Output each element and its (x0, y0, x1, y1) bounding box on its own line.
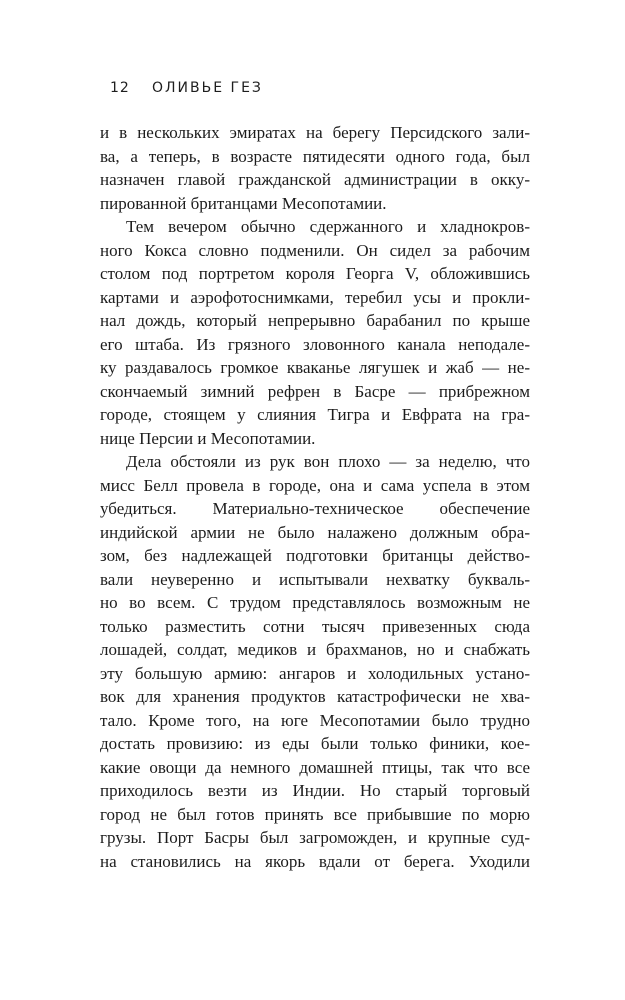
text-line: но во всем. С трудом представлялось возможным не (100, 593, 530, 612)
text-line: убедиться. Материально-техническое обеспечение (100, 499, 530, 518)
text-line: приходилось везти из Индии. Но старый торговый (100, 781, 530, 800)
page-number: 12 (110, 80, 130, 96)
body-text (100, 121, 530, 873)
text-line: ного Кокса словно подменили. Он сидел за рабочим (100, 240, 530, 260)
text-line: эту большую армию: ангаров и холодильных устано- (100, 663, 530, 683)
text-line: зом, без надлежащей подготовки британцы действо- (100, 546, 530, 565)
paragraph (100, 215, 530, 450)
text-line: нице Персии и Месопотамии. (100, 428, 316, 448)
text-line: вали неуверенно и испытывали нехватку букваль- (100, 569, 530, 589)
text-line: картами и аэрофотоснимками, теребил усы и прокли- (100, 287, 530, 307)
paragraph (100, 121, 530, 215)
running-head: ОЛИВЬЕ ГЕЗ (152, 80, 263, 96)
text-line: ку раздавалось громкое кваканье лягушек и жаб — не- (100, 358, 530, 377)
text-line: его штаба. Из грязного зловонного канала неподале- (100, 334, 530, 354)
text-line: вок для хранения продуктов катастрофически не хва- (100, 687, 530, 706)
text-line: пированной британцами Месопотамии. (100, 193, 387, 213)
text-line: и в нескольких эмиратах на берегу Персидского зали- (100, 123, 530, 142)
text-line: скончаемый зимний рефрен в Басре — прибрежном (100, 381, 530, 401)
text-line: тало. Кроме того, на юге Месопотамии было трудно (100, 710, 530, 730)
text-line: индийской армии не было налажено должным обра- (100, 522, 530, 542)
text-line: назначен главой гражданской администрации в окку- (100, 170, 530, 189)
text-line: Тем вечером обычно сдержанного и хладнокров- (126, 217, 530, 236)
text-line: на становились на якорь вдали от берега. Уходили (100, 851, 530, 871)
text-line: мисс Белл провела в городе, она и сама успела в этом (100, 475, 530, 495)
text-line: только разместить сотни тысяч привезенных сюда (100, 616, 530, 636)
text-line: ва, а теперь, в возрасте пятидесяти одного года, был (100, 146, 530, 166)
text-line: нал дождь, который непрерывно барабанил по крыше (100, 311, 530, 330)
page-header (110, 80, 263, 96)
text-line: лошадей, солдат, медиков и брахманов, но и снабжать (100, 640, 530, 659)
text-line: какие овощи да немного домашней птицы, так что все (100, 757, 530, 777)
text-line: грузы. Порт Басры был загроможден, и крупные суд- (100, 828, 530, 847)
text-line: городе, стоящем у слияния Тигра и Евфрата на гра- (100, 405, 530, 424)
text-line: город не был готов принять все прибывшие по морю (100, 804, 530, 824)
text-line: столом под портретом короля Георга V, обложившись (100, 264, 530, 283)
text-line: Дела обстояли из рук вон плохо — за неделю, что (126, 452, 530, 471)
text-line: достать провизию: из еды были только финики, кое- (100, 734, 530, 753)
paragraph (100, 450, 530, 873)
